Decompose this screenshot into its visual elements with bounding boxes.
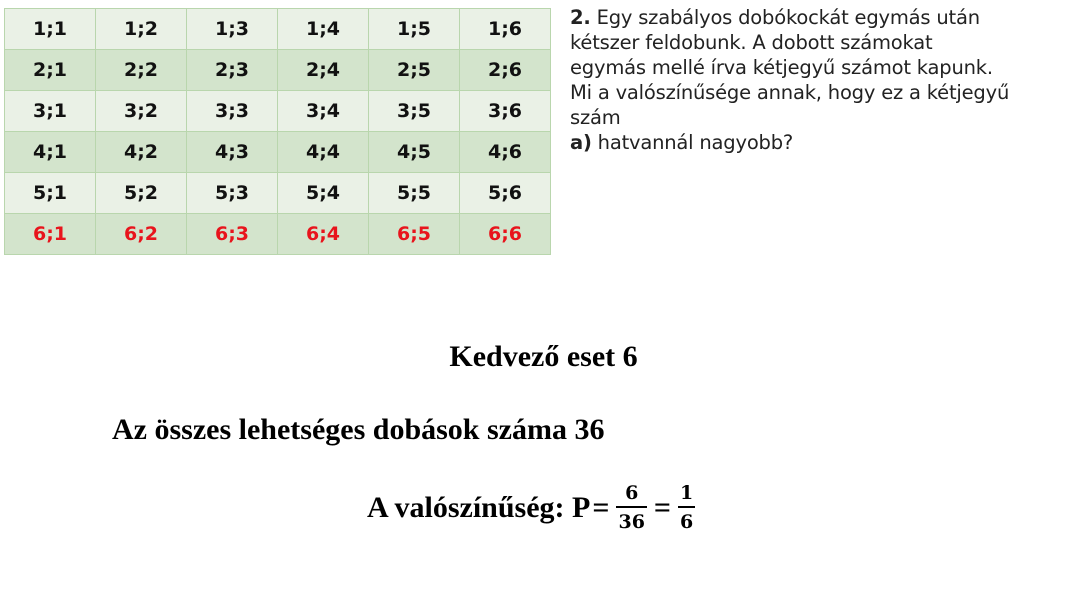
table-cell: 4;5 xyxy=(369,132,460,173)
part-label: a) xyxy=(570,131,592,154)
equals-sign-1: = xyxy=(592,490,610,524)
table-cell: 6;1 xyxy=(5,214,96,255)
table-cell: 2;4 xyxy=(278,50,369,91)
table-row xyxy=(5,91,551,132)
table-cell: 4;4 xyxy=(278,132,369,173)
table-row xyxy=(5,9,551,50)
table-cell: 1;5 xyxy=(369,9,460,50)
table-cell: 4;1 xyxy=(5,132,96,173)
table-cell: 1;3 xyxy=(187,9,278,50)
table-cell: 2;5 xyxy=(369,50,460,91)
outcomes-table xyxy=(4,8,551,255)
probability-label: A valószínűség: P xyxy=(367,490,591,524)
table-cell: 6;2 xyxy=(96,214,187,255)
table-cell: 6;6 xyxy=(460,214,551,255)
problem-line-2: kétszer feldobunk. A dobott számokat xyxy=(570,31,933,54)
fraction-2-numerator: 1 xyxy=(680,482,694,504)
table-cell: 6;5 xyxy=(369,214,460,255)
table-row xyxy=(5,214,551,255)
table-cell: 5;4 xyxy=(278,173,369,214)
table-cell: 1;2 xyxy=(96,9,187,50)
table-cell: 5;3 xyxy=(187,173,278,214)
table-cell: 4;3 xyxy=(187,132,278,173)
favorable-cases: Kedvező eset 6 xyxy=(449,340,638,373)
table-cell: 1;6 xyxy=(460,9,551,50)
table-cell: 4;6 xyxy=(460,132,551,173)
table-cell: 5;6 xyxy=(460,173,551,214)
table-cell: 6;3 xyxy=(187,214,278,255)
fraction-1-over-6 xyxy=(678,482,695,533)
problem-line-1 xyxy=(570,5,1085,30)
table-cell: 3;2 xyxy=(96,91,187,132)
fraction-1-numerator: 6 xyxy=(625,482,639,504)
table-cell: 5;5 xyxy=(369,173,460,214)
table-cell: 4;2 xyxy=(96,132,187,173)
problem-text xyxy=(570,5,1085,155)
problem-line-4: Mi a valószínűsége annak, hogy ez a kétjegyű xyxy=(570,81,1010,104)
equals-sign-2: = xyxy=(653,490,672,524)
table-row xyxy=(5,173,551,214)
table-cell: 1;1 xyxy=(5,9,96,50)
table-cell: 3;3 xyxy=(187,91,278,132)
table-row xyxy=(5,132,551,173)
problem-line-5: szám xyxy=(570,106,621,129)
table-cell: 3;1 xyxy=(5,91,96,132)
table-cell: 6;4 xyxy=(278,214,369,255)
table-cell: 5;2 xyxy=(96,173,187,214)
table-cell: 3;4 xyxy=(278,91,369,132)
table-cell: 2;1 xyxy=(5,50,96,91)
table-row xyxy=(5,50,551,91)
problem-number: 2. xyxy=(570,6,591,29)
fraction-2-denominator: 6 xyxy=(680,511,694,533)
table-cell: 2;6 xyxy=(460,50,551,91)
table-cell: 1;4 xyxy=(278,9,369,50)
probability-formula xyxy=(367,482,700,533)
fraction-1-denominator: 36 xyxy=(618,511,645,533)
table-cell: 2;3 xyxy=(187,50,278,91)
table-cell: 3;5 xyxy=(369,91,460,132)
problem-line-3: egymás mellé írva kétjegyű számot kapunk. xyxy=(570,56,993,79)
outcomes-table-body xyxy=(5,9,551,255)
table-cell: 2;2 xyxy=(96,50,187,91)
problem-line-1-text: Egy szabályos dobókockát egymás után xyxy=(590,6,980,29)
part-text: hatvannál nagyobb? xyxy=(591,131,794,154)
problem-part-a xyxy=(570,130,1085,155)
total-outcomes: Az összes lehetséges dobások száma 36 xyxy=(112,413,605,446)
table-cell: 5;1 xyxy=(5,173,96,214)
fraction-6-over-36 xyxy=(616,482,646,533)
table-cell: 3;6 xyxy=(460,91,551,132)
